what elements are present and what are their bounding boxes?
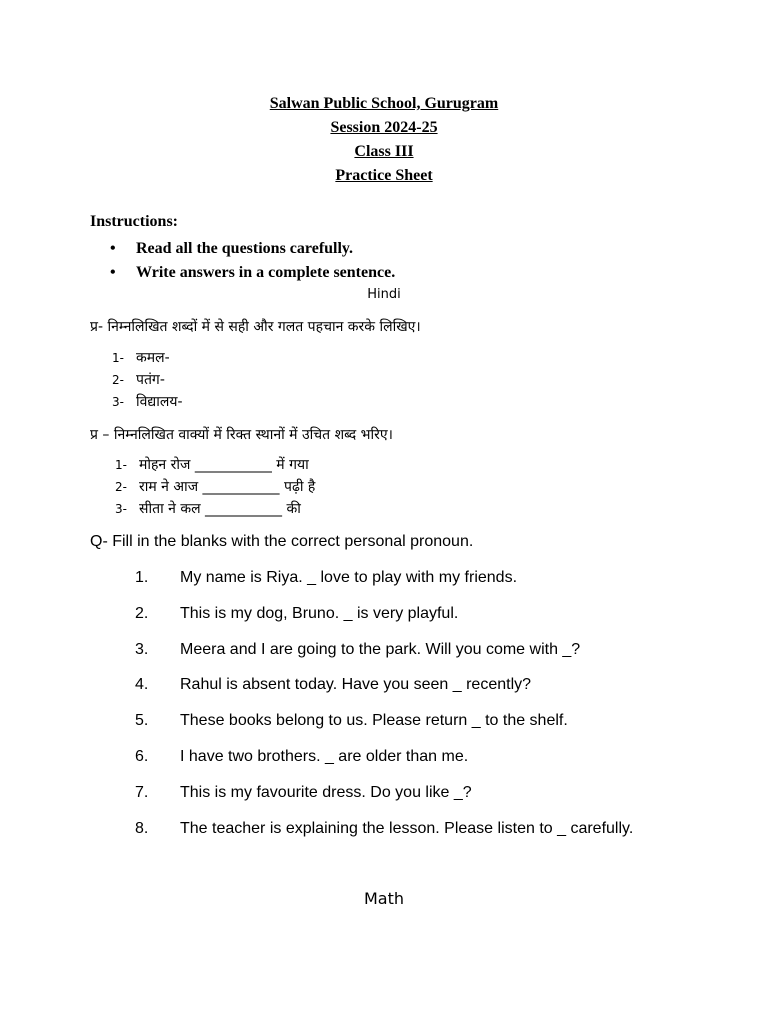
item-text: This is my favourite dress. Do you like _?: [180, 783, 472, 801]
instructions-list: [110, 237, 395, 285]
item-text: My name is Riya. _ love to play with my friends.: [180, 569, 518, 586]
item-number: 1-: [115, 458, 127, 472]
item-number: 5.: [135, 712, 149, 730]
item-number: 7.: [135, 783, 149, 801]
item-number: 3-: [115, 502, 127, 516]
item-text: पतंग-: [136, 372, 165, 388]
item-text: These books belong to us. Please return _ to the shelf.: [180, 712, 568, 730]
item-text: I have two brothers. _ are older than me.: [180, 747, 469, 765]
item-number: 1.: [135, 569, 149, 586]
instruction-item: • Read all the questions carefully.: [110, 237, 395, 261]
item-text: विद्यालय-: [136, 394, 183, 410]
hindi-section-title: Hindi: [367, 287, 401, 302]
class-title: Class III: [354, 143, 414, 160]
english-question: Q- Fill in the blanks with the correct personal pronoun.: [90, 533, 474, 550]
item-text: This is my dog, Bruno. _ is very playful.: [180, 604, 459, 622]
item-number: 8.: [135, 819, 149, 837]
item-number: 2.: [135, 604, 149, 622]
item-number: 6.: [135, 747, 149, 765]
hindi-question-1: प्र- निम्नलिखित शब्दों में से सही और गलत पहचान करके लिखिए।: [90, 319, 421, 335]
item-text: सीता ने कल ___________ की: [139, 501, 301, 517]
item-number: 3.: [135, 640, 149, 658]
document-header: [0, 92, 768, 188]
item-number: 4.: [135, 676, 149, 694]
math-section-title: Math: [363, 889, 405, 908]
instructions-title: Instructions:: [90, 213, 179, 230]
item-text: मोहन रोज ___________ में गया: [139, 457, 309, 473]
hindi-question-2: प्र – निम्नलिखित वाक्यों में रिक्त स्थानों में उचित शब्द भरिए।: [90, 427, 393, 443]
item-number: 2-: [112, 373, 124, 387]
item-text: Meera and I are going to the park. Will you come with _?: [180, 640, 581, 658]
item-number: 3-: [112, 395, 124, 409]
instruction-item: • Write answers in a complete sentence.: [110, 261, 395, 285]
item-text: कमल-: [136, 350, 170, 366]
item-number: 1-: [112, 351, 124, 365]
sheet-title: Practice Sheet: [335, 167, 433, 184]
session-title: Session 2024-25: [330, 119, 438, 136]
item-text: Rahul is absent today. Have you seen _ recently?: [180, 676, 532, 694]
school-name: Salwan Public School, Gurugram: [269, 95, 499, 112]
item-text: The teacher is explaining the lesson. Please listen to _ carefully.: [180, 819, 634, 837]
item-text: राम ने आज ___________ पढ़ी है: [139, 479, 316, 495]
item-number: 2-: [115, 480, 127, 494]
